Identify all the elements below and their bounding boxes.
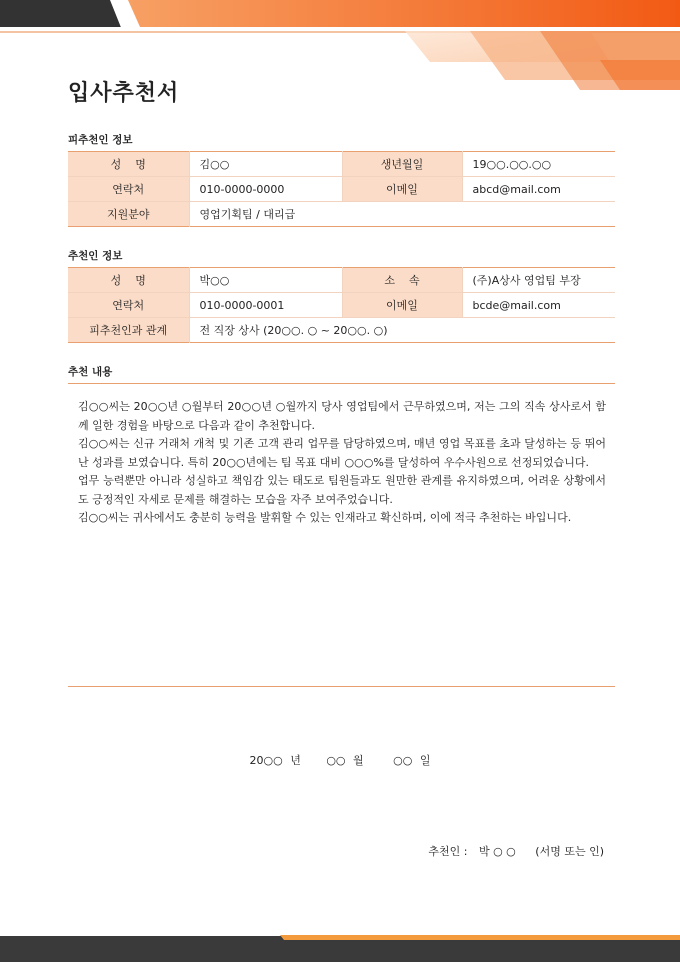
recommender-name-label: 성 명 <box>68 268 189 293</box>
recommendee-name-label: 성 명 <box>68 152 189 177</box>
signature-note: (서명 또는 인) <box>535 845 604 858</box>
recommendee-field: 영업기획팀 / 대리급 <box>189 202 615 227</box>
date-month-unit: 월 <box>353 754 364 767</box>
recommender-phone: 010-0000-0001 <box>189 293 342 318</box>
recommender-org-label: 소 속 <box>342 268 462 293</box>
date-day: ○○ <box>393 754 413 767</box>
recommendee-email-label: 이메일 <box>342 177 462 202</box>
recommender-email-label: 이메일 <box>342 293 462 318</box>
table-row <box>68 202 615 227</box>
content-top-rule <box>68 383 615 384</box>
recommendee-name: 김○○ <box>189 152 342 177</box>
recommender-name: 박○○ <box>189 268 342 293</box>
table-row <box>68 268 615 293</box>
recommendee-birth-label: 생년월일 <box>342 152 462 177</box>
date-month: ○○ <box>326 754 346 767</box>
table-row <box>68 318 615 343</box>
recommender-table <box>68 267 615 343</box>
content-bottom-rule <box>68 686 615 687</box>
recommendation-body <box>78 398 606 528</box>
document-title: 입사추천서 <box>68 81 180 106</box>
recommendee-field-label: 지원분야 <box>68 202 189 227</box>
footer-decoration <box>0 930 680 962</box>
recommendee-birth: 19○○.○○.○○ <box>462 152 615 177</box>
recommendee-email: abcd@mail.com <box>462 177 615 202</box>
recommendee-table <box>68 151 615 227</box>
date-year-unit: 년 <box>290 754 301 767</box>
table-row <box>68 177 615 202</box>
recommendee-phone-label: 연락처 <box>68 177 189 202</box>
date-year: 20○○ <box>249 754 283 767</box>
recommendee-phone: 010-0000-0000 <box>189 177 342 202</box>
recommendee-heading: 피추천인 정보 <box>68 134 133 146</box>
recommender-email: bcde@mail.com <box>462 293 615 318</box>
content-paragraph: 업무 능력뿐만 아니라 성실하고 책임감 있는 태도로 팀원들과도 원만한 관계를 유지하였으며, 어려운 상황에서도 긍정적인 자세로 문제를 해결하는 모습을 자주 보여주었습니다. <box>78 474 606 506</box>
content-paragraph: 김○○씨는 신규 거래처 개척 및 기존 고객 관리 업무를 담당하였으며, 매년 영업 목표를 초과 달성하는 등 뛰어난 성과를 보였습니다. 특히 20○○년에는 팀 목표 대비 ○○○%를 달성하여 우수사원으로 선정되었습니다. <box>78 437 606 469</box>
recommender-relation: 전 직장 상사 (20○○. ○ ~ 20○○. ○) <box>189 318 615 343</box>
signature-line <box>428 843 604 859</box>
table-row <box>68 293 615 318</box>
date-line <box>0 752 680 768</box>
content-paragraph: 김○○씨는 20○○년 ○월부터 20○○년 ○월까지 당사 영업팀에서 근무하였으며, 저는 그의 직속 상사로서 함께 일한 경험을 바탕으로 다음과 같이 추천합니다. <box>78 400 606 432</box>
content-heading: 추천 내용 <box>68 366 113 378</box>
content-paragraph: 김○○씨는 귀사에서도 충분히 능력을 발휘할 수 있는 인재라고 확신하며, 이에 적극 추천하는 바입니다. <box>78 511 572 524</box>
recommender-org: (주)A상사 영업팀 부장 <box>462 268 615 293</box>
table-row <box>68 152 615 177</box>
recommender-heading: 추천인 정보 <box>68 250 123 262</box>
signature-label: 추천인 : <box>428 845 468 858</box>
date-day-unit: 일 <box>419 754 431 767</box>
recommender-relation-label: 피추천인과 관계 <box>68 318 189 343</box>
signature-name: 박 ○ ○ <box>478 845 516 858</box>
recommender-phone-label: 연락처 <box>68 293 189 318</box>
